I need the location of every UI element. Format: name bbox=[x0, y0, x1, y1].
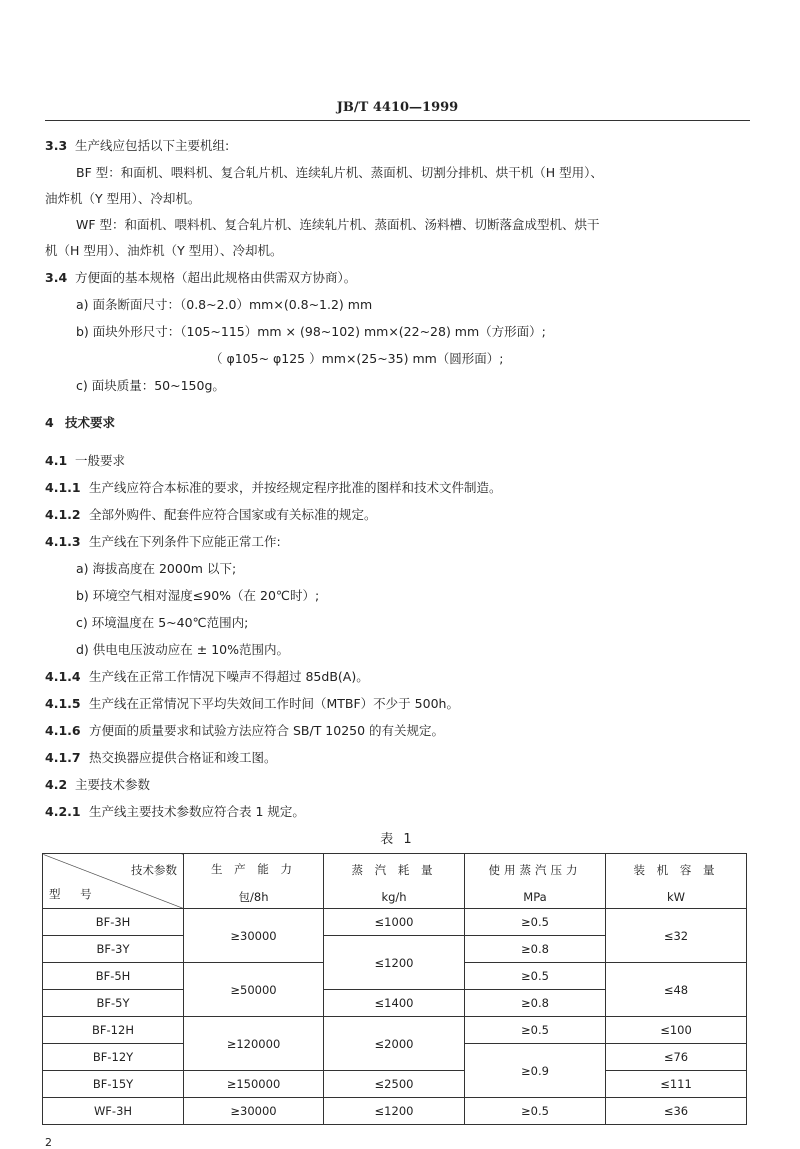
corner-label-parameters: 技术参数 bbox=[131, 863, 177, 877]
paragraph bbox=[45, 270, 356, 286]
clause-text: 主要技术参数 bbox=[75, 777, 151, 792]
clause-text: 方便面的基本规格（超出此规格由供需双方协商）。 bbox=[75, 270, 357, 285]
capacity-cell: ≥50000 bbox=[184, 963, 324, 1017]
capacity-cell: ≥120000 bbox=[184, 1017, 324, 1071]
capacity-cell: ≥30000 bbox=[184, 909, 324, 963]
steam-cell: ≤1200 bbox=[324, 1098, 465, 1125]
model-cell: BF-15Y bbox=[43, 1071, 184, 1098]
clause-number: 4 bbox=[45, 415, 54, 430]
clause-text: a) 海拔高度在 2000m 以下; bbox=[76, 561, 237, 576]
paragraph bbox=[45, 415, 115, 431]
table-row bbox=[43, 1098, 747, 1125]
clause-text: b) 面块外形尺寸：（105~115）mm × (98~102) mm×(22~28) mm（方形面）; bbox=[76, 324, 546, 339]
paragraph bbox=[76, 561, 236, 577]
paragraph bbox=[76, 165, 603, 181]
capacity-cell: ≥150000 bbox=[184, 1071, 324, 1098]
model-cell: BF-5Y bbox=[43, 990, 184, 1017]
pressure-cell: ≥0.5 bbox=[465, 909, 606, 936]
model-cell: BF-12Y bbox=[43, 1044, 184, 1071]
clause-text: 技术要求 bbox=[65, 415, 116, 430]
paragraph bbox=[76, 217, 600, 233]
paragraph bbox=[76, 297, 372, 313]
paragraph bbox=[45, 777, 150, 793]
table-row bbox=[43, 909, 747, 936]
power-cell: ≤111 bbox=[606, 1071, 747, 1098]
clause-number: 4.1 bbox=[45, 453, 68, 468]
clause-text: c) 面块质量：50~150g。 bbox=[76, 378, 225, 393]
header-pressure: 使用蒸汽压力 MPa bbox=[465, 854, 606, 909]
clause-text: 生产线应符合本标准的要求，并按经规定程序批准的图样和技术文件制造。 bbox=[89, 480, 502, 495]
paragraph bbox=[45, 669, 369, 685]
clause-text: WF 型：和面机、喂料机、复合轧片机、连续轧片机、蒸面机、汤料槽、切断落盒成型机、烘干 bbox=[76, 217, 600, 232]
pressure-cell: ≥0.8 bbox=[465, 990, 606, 1017]
paragraph bbox=[76, 324, 546, 340]
model-cell: BF-3Y bbox=[43, 936, 184, 963]
clause-text: BF 型：和面机、喂料机、复合轧片机、连续轧片机、蒸面机、切割分排机、烘干机（H 型用）、 bbox=[76, 165, 603, 180]
model-cell: WF-3H bbox=[43, 1098, 184, 1125]
model-cell: BF-12H bbox=[43, 1017, 184, 1044]
power-cell: ≤48 bbox=[606, 963, 747, 1017]
clause-text: 机（H 型用）、油炸机（Y 型用）、冷却机。 bbox=[45, 243, 283, 258]
steam-cell: ≤1400 bbox=[324, 990, 465, 1017]
table-caption: 表 1 bbox=[380, 832, 415, 847]
corner-label-model: 型 号 bbox=[49, 887, 100, 901]
table-row bbox=[43, 1017, 747, 1044]
clause-number: 4.1.5 bbox=[45, 696, 81, 711]
clause-text: 全部外购件、配套件应符合国家或有关标准的规定。 bbox=[89, 507, 377, 522]
header-steam: 蒸 汽 耗 量 kg/h bbox=[324, 854, 465, 909]
clause-number: 3.3 bbox=[45, 138, 68, 153]
clause-text: d) 供电电压波动应在 ± 10%范围内。 bbox=[76, 642, 289, 657]
capacity-cell: ≥30000 bbox=[184, 1098, 324, 1125]
power-cell: ≤32 bbox=[606, 909, 747, 963]
paragraph bbox=[76, 378, 225, 394]
paragraph bbox=[45, 534, 281, 550]
steam-cell: ≤1000 bbox=[324, 909, 465, 936]
power-cell: ≤100 bbox=[606, 1017, 747, 1044]
clause-text: 生产线主要技术参数应符合表 1 规定。 bbox=[89, 804, 305, 819]
pressure-cell: ≥0.5 bbox=[465, 1017, 606, 1044]
clause-number: 4.1.7 bbox=[45, 750, 81, 765]
paragraph bbox=[45, 696, 459, 712]
clause-number: 4.2 bbox=[45, 777, 68, 792]
paragraph bbox=[45, 138, 229, 154]
clause-number: 4.1.1 bbox=[45, 480, 81, 495]
clause-text: （ φ105~ φ125 ）mm×(25~35) mm（圆形面）; bbox=[210, 351, 504, 366]
paragraph bbox=[45, 191, 200, 207]
table-row bbox=[43, 1071, 747, 1098]
clause-text: 生产线在正常工作情况下噪声不得超过 85dB(A)。 bbox=[89, 669, 369, 684]
steam-cell: ≤1200 bbox=[324, 936, 465, 990]
clause-text: 生产线在正常情况下平均失效间工作时间（MTBF）不少于 500h。 bbox=[89, 696, 459, 711]
clause-text: 热交换器应提供合格证和竣工图。 bbox=[89, 750, 277, 765]
clause-text: b) 环境空气相对湿度≤90%（在 20℃时）; bbox=[76, 588, 320, 603]
model-cell: BF-3H bbox=[43, 909, 184, 936]
clause-text: 生产线在下列条件下应能正常工作: bbox=[89, 534, 281, 549]
page-number: 2 bbox=[45, 1136, 52, 1149]
spec-table bbox=[42, 853, 747, 1125]
document-header: JB/T 4410—1999 bbox=[336, 100, 459, 115]
pressure-cell: ≥0.9 bbox=[465, 1044, 606, 1098]
model-cell: BF-5H bbox=[43, 963, 184, 990]
clause-number: 4.1.2 bbox=[45, 507, 81, 522]
paragraph bbox=[76, 588, 319, 604]
clause-text: 油炸机（Y 型用）、冷却机。 bbox=[45, 191, 201, 206]
paragraph bbox=[45, 507, 377, 523]
paragraph bbox=[45, 723, 444, 739]
pressure-cell: ≥0.8 bbox=[465, 936, 606, 963]
clause-text: 方便面的质量要求和试验方法应符合 SB/T 10250 的有关规定。 bbox=[89, 723, 445, 738]
header-capacity: 生 产 能 力 包/8h bbox=[184, 854, 324, 909]
paragraph bbox=[45, 480, 502, 496]
power-cell: ≤36 bbox=[606, 1098, 747, 1125]
paragraph bbox=[45, 453, 125, 469]
paragraph bbox=[45, 243, 282, 259]
clause-text: a) 面条断面尺寸：（0.8~2.0）mm×(0.8~1.2) mm bbox=[76, 297, 373, 312]
header-rule bbox=[45, 120, 750, 121]
table-corner-cell bbox=[43, 854, 184, 909]
paragraph bbox=[45, 804, 305, 820]
clause-number: 4.2.1 bbox=[45, 804, 81, 819]
power-cell: ≤76 bbox=[606, 1044, 747, 1071]
pressure-cell: ≥0.5 bbox=[465, 1098, 606, 1125]
header-power: 装 机 容 量 kW bbox=[606, 854, 747, 909]
pressure-cell: ≥0.5 bbox=[465, 963, 606, 990]
clause-text: 一般要求 bbox=[75, 453, 126, 468]
paragraph bbox=[76, 615, 248, 631]
table-header-row bbox=[43, 854, 747, 909]
steam-cell: ≤2000 bbox=[324, 1017, 465, 1071]
clause-number: 4.1.6 bbox=[45, 723, 81, 738]
clause-number: 4.1.3 bbox=[45, 534, 81, 549]
paragraph bbox=[210, 351, 504, 367]
clause-text: 生产线应包括以下主要机组: bbox=[75, 138, 230, 153]
steam-cell: ≤2500 bbox=[324, 1071, 465, 1098]
paragraph bbox=[76, 642, 289, 658]
clause-number: 4.1.4 bbox=[45, 669, 81, 684]
paragraph bbox=[45, 750, 277, 766]
clause-text: c) 环境温度在 5~40℃范围内; bbox=[76, 615, 249, 630]
clause-number: 3.4 bbox=[45, 270, 68, 285]
